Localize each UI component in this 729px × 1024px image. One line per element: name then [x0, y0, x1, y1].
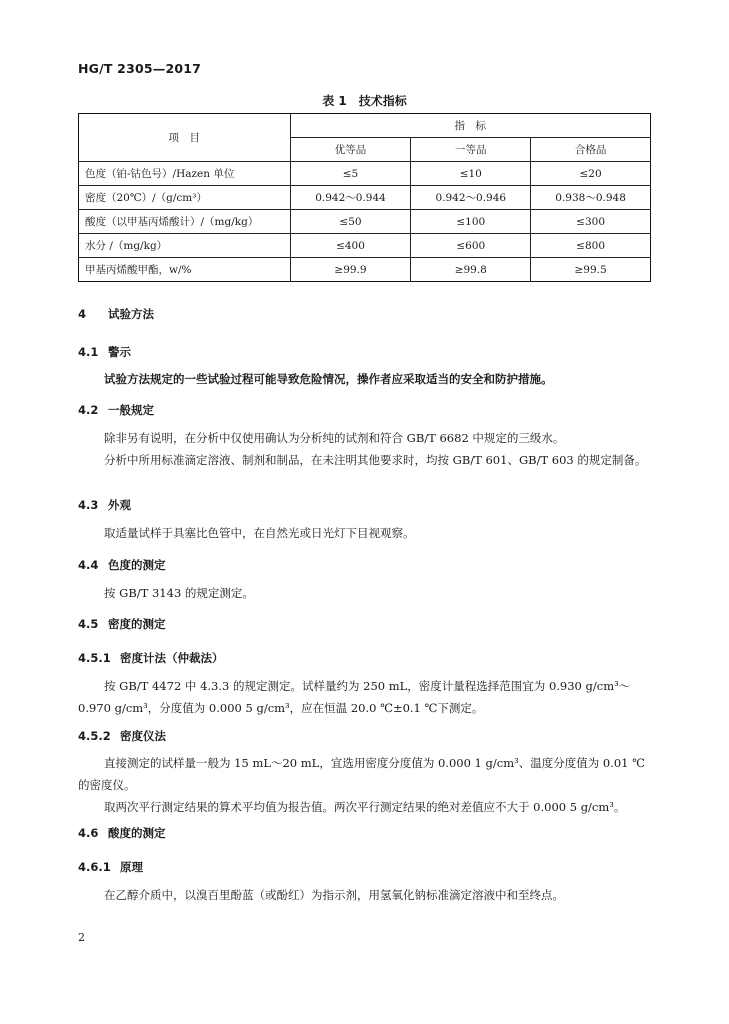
- row-item: 水分 /（mg/kg）: [79, 234, 291, 258]
- paragraph: 分析中所用标准滴定溶液、制剂和制品，在未注明其他要求时，均按 GB/T 601、GB/T 603 的规定制备。: [104, 453, 647, 467]
- section-title: 警示: [108, 345, 131, 359]
- paragraph: 按 GB/T 4472 中 4.3.3 的规定测定。试样量约为 250 mL，密度计量程选择范围宜为 0.930 g/cm³～0.970 g/cm³，分度值为 0.000 5 g/cm³，应在恒温 20.0 ℃±0.1 ℃下测定。: [78, 679, 631, 715]
- cell-value: ≤600: [411, 234, 531, 258]
- table-row: [79, 210, 651, 234]
- grade-header: 一等品: [411, 138, 531, 162]
- page-number: 2: [78, 931, 85, 944]
- cell-value: ≤800: [531, 234, 651, 258]
- section-number: 4.1: [78, 345, 99, 359]
- section-heading: [78, 306, 154, 322]
- paragraph: 取两次平行测定结果的算术平均值为报告值。两次平行测定结果的绝对差值应不大于 0.000 5 g/cm³。: [104, 800, 626, 814]
- table-row: [79, 234, 651, 258]
- section-number: 4.6: [78, 826, 99, 840]
- standard-number-header: HG/T 2305—2017: [78, 61, 202, 76]
- table-row: [79, 258, 651, 282]
- section-number: 4.6.1: [78, 860, 111, 874]
- section-heading: [78, 344, 131, 360]
- section-number: 4.2: [78, 403, 99, 417]
- section-number: 4.3: [78, 498, 99, 512]
- cell-value: 0.938～0.948: [531, 186, 651, 210]
- row-item: 酸度（以甲基丙烯酸计）/（mg/kg）: [79, 210, 291, 234]
- section-title: 密度仪法: [120, 729, 166, 743]
- section-heading: [78, 650, 224, 666]
- row-item: 色度（铂-钴色号）/Hazen 单位: [79, 162, 291, 186]
- section-title: 色度的测定: [108, 558, 166, 572]
- cell-value: ≥99.9: [290, 258, 411, 282]
- paragraph: 直接测定的试样量一般为 15 mL～20 mL，宜选用密度分度值为 0.000 1 g/cm³、温度分度值为 0.01 ℃的密度仪。: [78, 756, 645, 792]
- section-number: 4.5.2: [78, 729, 111, 743]
- section-title: 酸度的测定: [108, 826, 166, 840]
- section-title: 密度计法（仲裁法）: [120, 651, 224, 665]
- warning-paragraph: 试验方法规定的一些试验过程可能导致危险情况，操作者应采取适当的安全和防护措施。: [104, 372, 553, 386]
- cell-value: ≤10: [411, 162, 531, 186]
- column-header-index: 指 标: [290, 114, 650, 138]
- section-heading: [78, 859, 143, 875]
- cell-value: ≤300: [531, 210, 651, 234]
- table-title: 表 1 技术指标: [322, 94, 407, 108]
- grade-header: 合格品: [531, 138, 651, 162]
- paragraph: 取适量试样于具塞比色管中，在自然光或日光灯下目视观察。: [104, 526, 415, 540]
- section-heading: [78, 497, 131, 513]
- cell-value: ≥99.5: [531, 258, 651, 282]
- column-header-item: 项 目: [79, 114, 291, 162]
- cell-value: ≤400: [290, 234, 411, 258]
- table-row: [79, 186, 651, 210]
- cell-value: ≤100: [411, 210, 531, 234]
- section-number: 4.5: [78, 617, 99, 631]
- cell-value: ≤20: [531, 162, 651, 186]
- section-title: 密度的测定: [108, 617, 166, 631]
- cell-value: 0.942～0.944: [290, 186, 411, 210]
- section-title: 试验方法: [108, 307, 154, 321]
- cell-value: 0.942～0.946: [411, 186, 531, 210]
- section-heading: [78, 616, 166, 632]
- row-item: 密度（20℃）/（g/cm³）: [79, 186, 291, 210]
- cell-value: ≤50: [290, 210, 411, 234]
- section-heading: [78, 825, 166, 841]
- section-number: 4: [78, 307, 87, 321]
- section-title: 原理: [120, 860, 143, 874]
- section-heading: [78, 402, 154, 418]
- paragraph: 在乙醇介质中，以溴百里酚蓝（或酚红）为指示剂，用氢氧化钠标准滴定溶液中和至终点。: [104, 888, 564, 902]
- section-heading: [78, 728, 166, 744]
- table-row: [79, 162, 651, 186]
- section-title: 外观: [108, 498, 131, 512]
- cell-value: ≥99.8: [411, 258, 531, 282]
- section-title: 一般规定: [108, 403, 154, 417]
- section-number: 4.5.1: [78, 651, 111, 665]
- grade-header: 优等品: [290, 138, 411, 162]
- paragraph: 按 GB/T 3143 的规定测定。: [104, 586, 254, 600]
- row-item: 甲基丙烯酸甲酯，w/%: [79, 258, 291, 282]
- cell-value: ≤5: [290, 162, 411, 186]
- section-heading: [78, 557, 166, 573]
- paragraph: 除非另有说明，在分析中仅使用确认为分析纯的试剂和符合 GB/T 6682 中规定的三级水。: [104, 431, 565, 445]
- technical-spec-table: [78, 113, 651, 282]
- section-number: 4.4: [78, 558, 99, 572]
